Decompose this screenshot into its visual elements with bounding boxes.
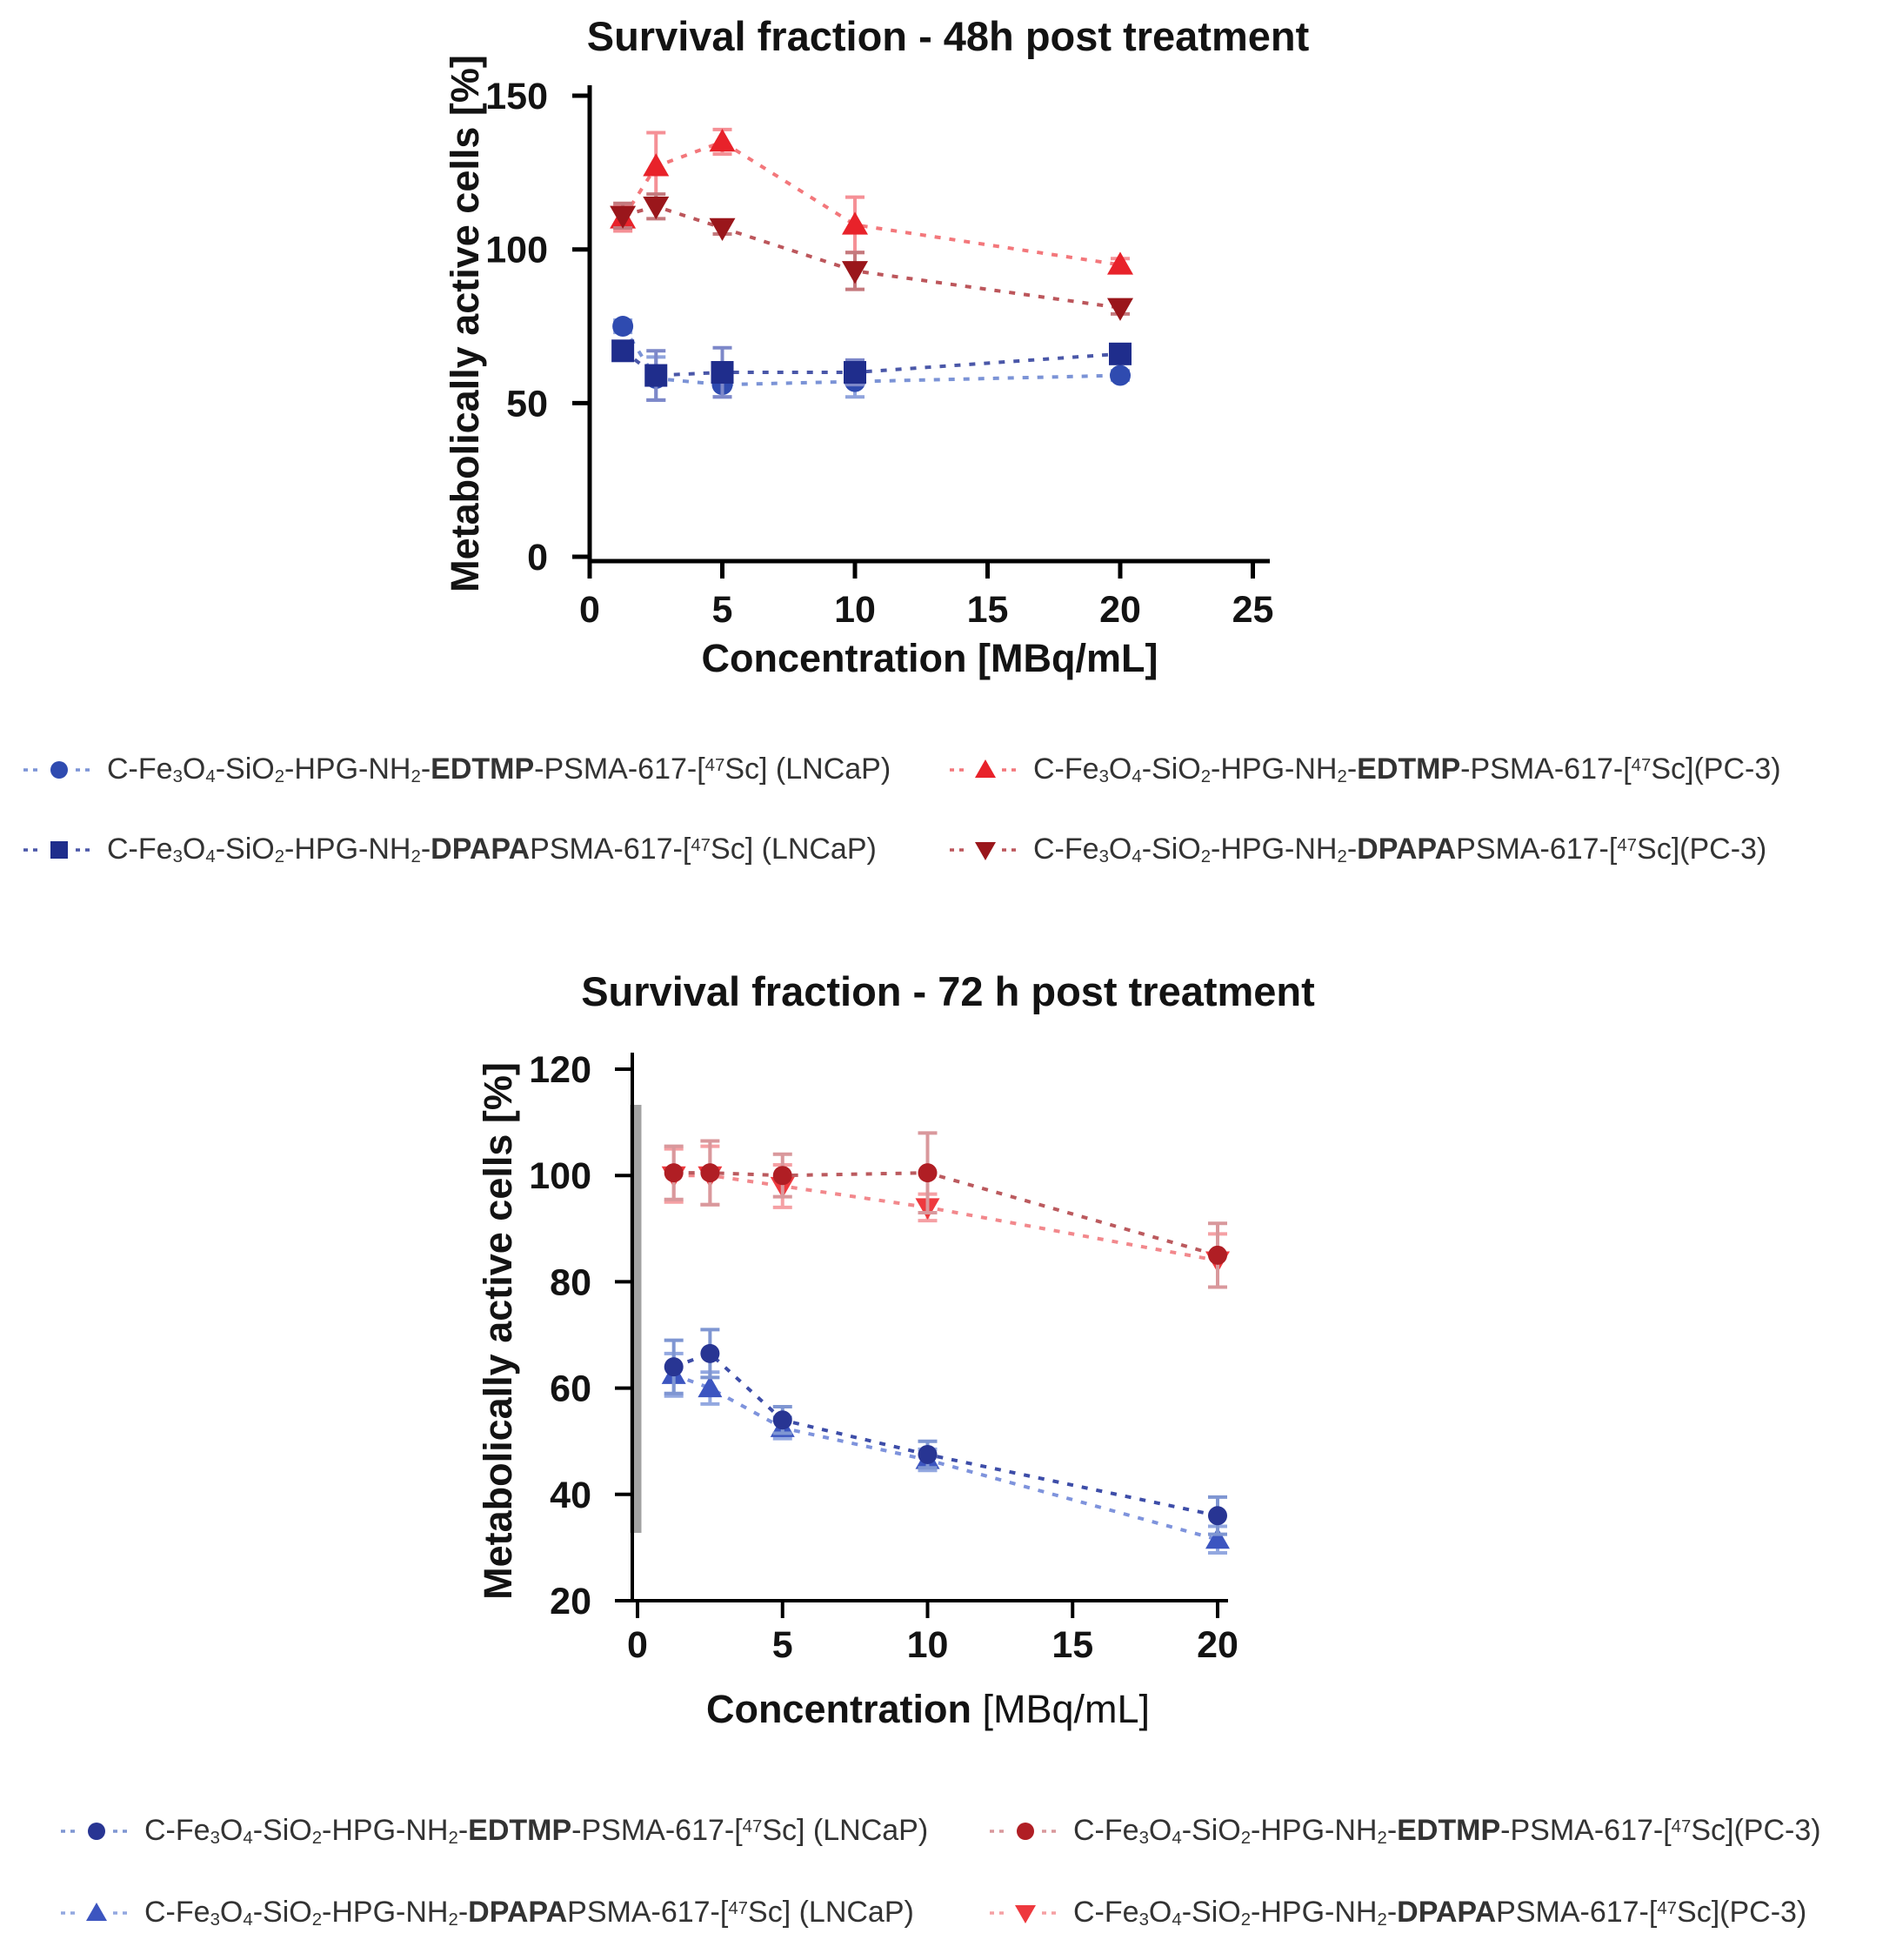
series-edtmp-pc3 (664, 1133, 1227, 1287)
x-tick-label: 20 (1197, 1624, 1238, 1666)
x-tick-label: 10 (834, 589, 876, 631)
series-edtmp-lncap (612, 316, 1131, 400)
series-edtmp-lncap (664, 1329, 1227, 1534)
x-tick-label: 20 (1099, 589, 1141, 631)
series-dpapa-pc3 (610, 194, 1133, 321)
legend-48h (22, 746, 1781, 873)
x-tick-label: 15 (966, 589, 1009, 631)
y-tick-label: 20 (550, 1581, 591, 1622)
series-edtmp-pc3 (610, 129, 1133, 275)
series-dpapa-lncap (611, 339, 1132, 400)
triangle-up-marker-icon (59, 1894, 134, 1932)
x-tick-label: 25 (1232, 589, 1274, 631)
x-axis-label: Concentration [MBq/mL] (705, 1687, 1151, 1731)
y-axis-label: Metabolically active cells [%] (476, 1062, 520, 1600)
legend-label: C-Fe3O4-SiO2-HPG-NH2-DPAPAPSMA-617-[$^{47}$Sc](PC-3) (1073, 1895, 1807, 1930)
legend-item-edtmp-pc3 (948, 746, 1781, 793)
series-dpapa-lncap (662, 1354, 1230, 1553)
y-tick-label: 100 (485, 229, 548, 271)
x-tick-label: 0 (627, 1624, 648, 1666)
legend-label: C-Fe3O4-SiO2-HPG-NH2-EDTMP-PSMA-617-[$^{47}$Sc] (LNCaP) (144, 1813, 929, 1848)
legend-label: C-Fe3O4-SiO2-HPG-NH2-EDTMP-PSMA-617-[$^{47}$Sc] (LNCaP) (107, 752, 891, 786)
y-tick-label: 0 (527, 537, 548, 579)
legend-item-dpapa-lncap (59, 1890, 988, 1937)
legend-72h (59, 1808, 1821, 1937)
x-tick-label: 0 (579, 589, 600, 631)
legend-item-edtmp-pc3 (988, 1808, 1821, 1855)
circle-marker-icon (59, 1812, 134, 1850)
y-tick-label: 80 (550, 1261, 591, 1304)
triangle-up-marker-icon (948, 751, 1023, 789)
legend-label: C-Fe3O4-SiO2-HPG-NH2-EDTMP-PSMA-617-[$^{47}$Sc](PC-3) (1033, 752, 1781, 786)
circle-marker-icon (988, 1812, 1063, 1850)
legend-item-dpapa-pc3 (988, 1890, 1821, 1937)
legend-label: C-Fe3O4-SiO2-HPG-NH2-DPAPAPSMA-617-[$^{47}$Sc] (LNCaP) (144, 1895, 914, 1930)
legend-label: C-Fe3O4-SiO2-HPG-NH2-EDTMP-PSMA-617-[$^{47}$Sc](PC-3) (1073, 1813, 1821, 1848)
y-axis-label: Metabolically active cells [%] (443, 55, 487, 592)
y-tick-label: 50 (506, 383, 548, 425)
legend-item-edtmp-lncap (59, 1808, 988, 1855)
square-marker-icon (22, 831, 97, 869)
legend-label: C-Fe3O4-SiO2-HPG-NH2-DPAPAPSMA-617-[$^{47}$Sc](PC-3) (1033, 832, 1767, 866)
triangle-down-marker-icon (948, 831, 1023, 869)
survival-72h-chart (0, 957, 1896, 1770)
series-dpapa-pc3 (662, 1147, 1230, 1288)
legend-item-edtmp-lncap (22, 746, 948, 793)
x-axis-label: Concentration [MBq/mL] (701, 636, 1158, 680)
circle-marker-icon (22, 751, 97, 789)
triangle-down-marker-icon (988, 1894, 1063, 1932)
x-tick-label: 10 (906, 1624, 949, 1666)
legend-item-dpapa-pc3 (948, 826, 1781, 873)
y-tick-label: 100 (529, 1155, 591, 1198)
axes (485, 76, 1273, 631)
legend-item-dpapa-lncap (22, 826, 948, 873)
y-tick-label: 150 (485, 76, 548, 118)
x-tick-label: 5 (771, 1624, 793, 1666)
x-tick-label: 15 (1051, 1624, 1094, 1666)
y-tick-label: 60 (550, 1368, 591, 1410)
chart-title-72h: Survival fraction - 72 h post treatment (581, 968, 1315, 1014)
y-tick-label: 120 (529, 1049, 591, 1091)
y-tick-label: 40 (550, 1474, 591, 1516)
survival-48h-chart (0, 0, 1896, 739)
chart-title-48h: Survival fraction - 48h post treatment (586, 13, 1310, 59)
legend-label: C-Fe3O4-SiO2-HPG-NH2-DPAPAPSMA-617-[$^{47}$Sc] (LNCaP) (107, 832, 877, 866)
x-tick-label: 5 (711, 589, 733, 631)
